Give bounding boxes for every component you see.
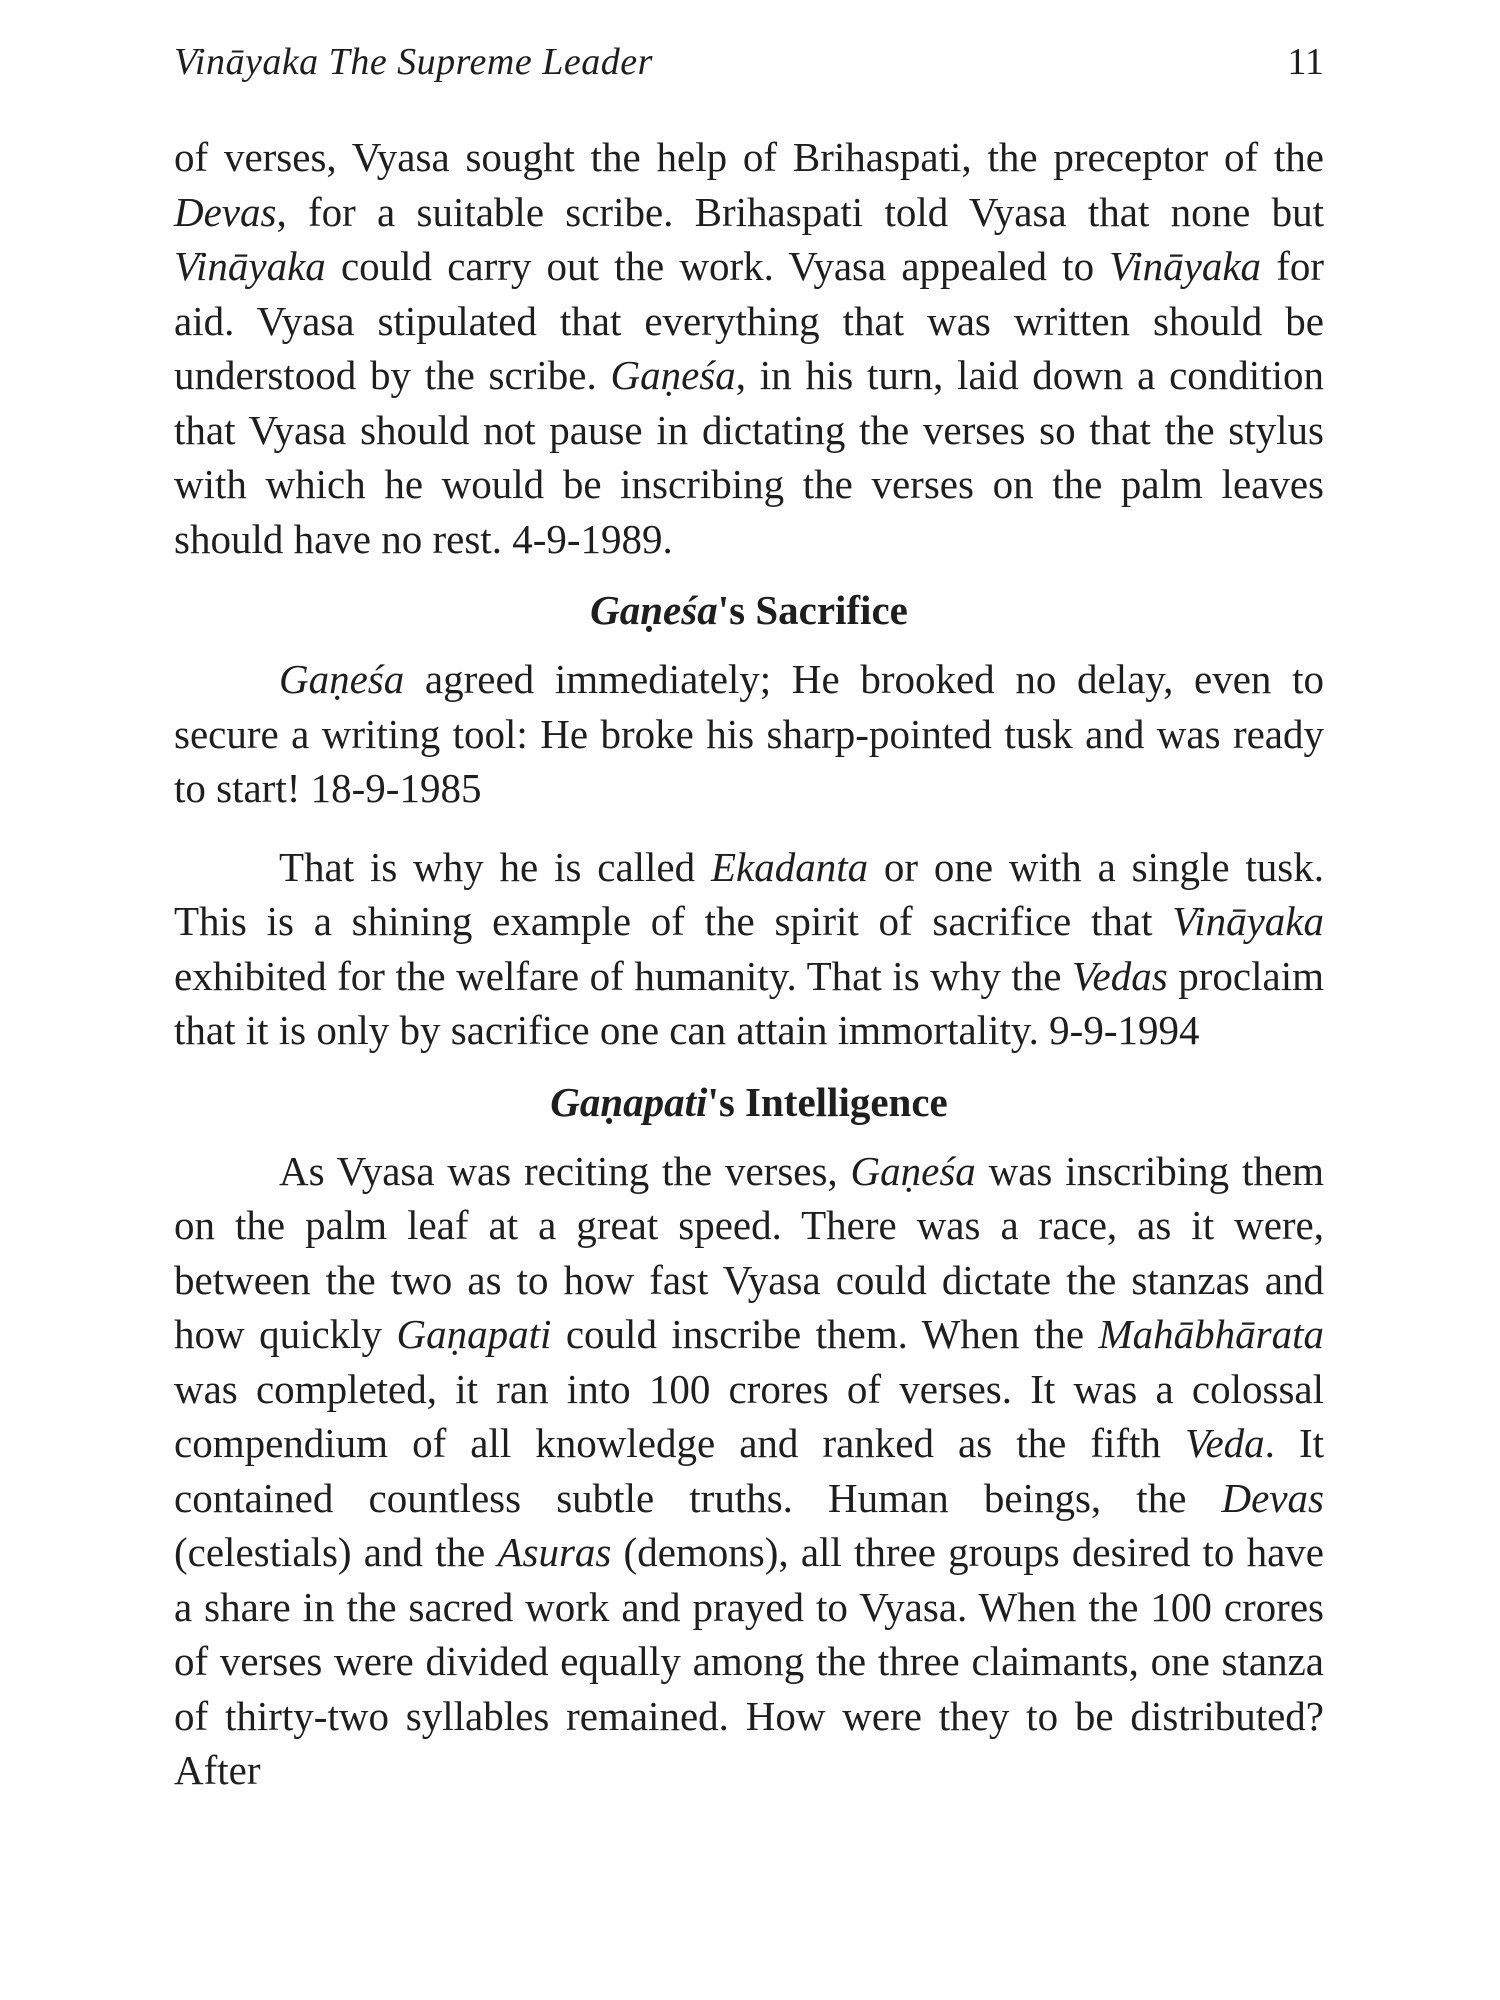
paragraph: That is why he is called Ekadanta or one with a single tusk. This is a shining example of the spirit of sacrifice that Vināyaka exhibited for the welfare of humanity. That is why the Vedas proclaim that it is only by sacrifice one can attain immortality. 9-9-1994 [174,843,1324,1053]
running-header [174,40,1324,88]
paragraph: Gaṇeśa agreed immediately; He brooked no delay, even to secure a writing tool: He broke his sharp-pointed tusk and was ready to start! 18-9-1985 [174,656,1324,811]
book-page [174,0,1324,2000]
paragraph: As Vyasa was reciting the verses, Gaṇeśa was inscribing them on the palm leaf at a great speed. There was a race, as it were, between the two as to how fast Vyasa could dictate the stanzas and how quickly Gaṇapati could inscribe them. When the Mahābhārata was completed, it ran into 100 crores of verses. It was a colossal compendium of all knowledge and ranked as the fifth Veda. It contained countless subtle truths. Human beings, the Devas (celestials) and the Asuras (demons), all three groups desired to have a share in the sacred work and prayed to Vyasa. When the 100 crores of verses were divided equally among the three claimants, one stanza of thirty-two syllables remained. How were they to be distributed? After [174,1147,1324,1793]
section-heading-sacrifice: Gaṇeśa's Sacrifice [590,587,908,633]
body-text [174,130,1324,1798]
section-heading-intelligence: Gaṇapati's Intelligence [550,1078,948,1125]
page-number: 11 [1287,41,1324,83]
running-title: Vināyaka The Supreme Leader [174,41,653,83]
paragraph: of verses, Vyasa sought the help of Brihaspati, the preceptor of the Devas, for a suitable scribe. Brihaspati told Vyasa that none but Vināyaka could carry out the work. Vyasa appealed to Vināyaka for aid. Vyasa stipulated that everything that was written should be understood by the scribe. Gaṇeśa, in his turn, laid down a condition that Vyasa should not pause in dictating the verses so that the stylus with which he would be inscribing the verses on the palm leaves should have no rest. 4-9-1989. [174,134,1324,562]
